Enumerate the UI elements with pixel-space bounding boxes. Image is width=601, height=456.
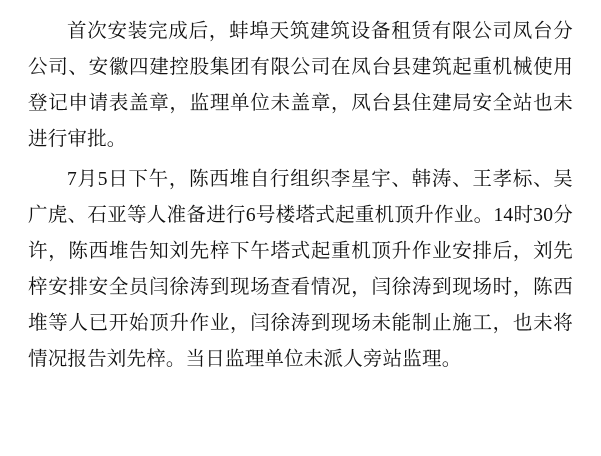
paragraph-1: 首次安装完成后，蚌埠天筑建筑设备租赁有限公司凤台分公司、安徽四建控股集团有限公司在凤台县建筑起重机械使用登记申请表盖章，监理单位未盖章，凤台县住建局安全站也未进行审批。 [28, 21, 573, 150]
paragraph-2: 7月5日下午，陈西堆自行组织李星宇、韩涛、王孝标、吴广虎、石亚等人准备进行6号楼塔式起重机顶升作业。14时30分许，陈西堆告知刘先梓下午塔式起重机顶升作业安排后，刘先梓安排安全员闫徐涛到现场查看情况，闫徐涛到现场时，陈西堆等人已开始顶升作业，闫徐涛到现场未能制止施工，也未将情况报告刘先梓。当日监理单位未派人旁站监理。 [28, 169, 573, 370]
